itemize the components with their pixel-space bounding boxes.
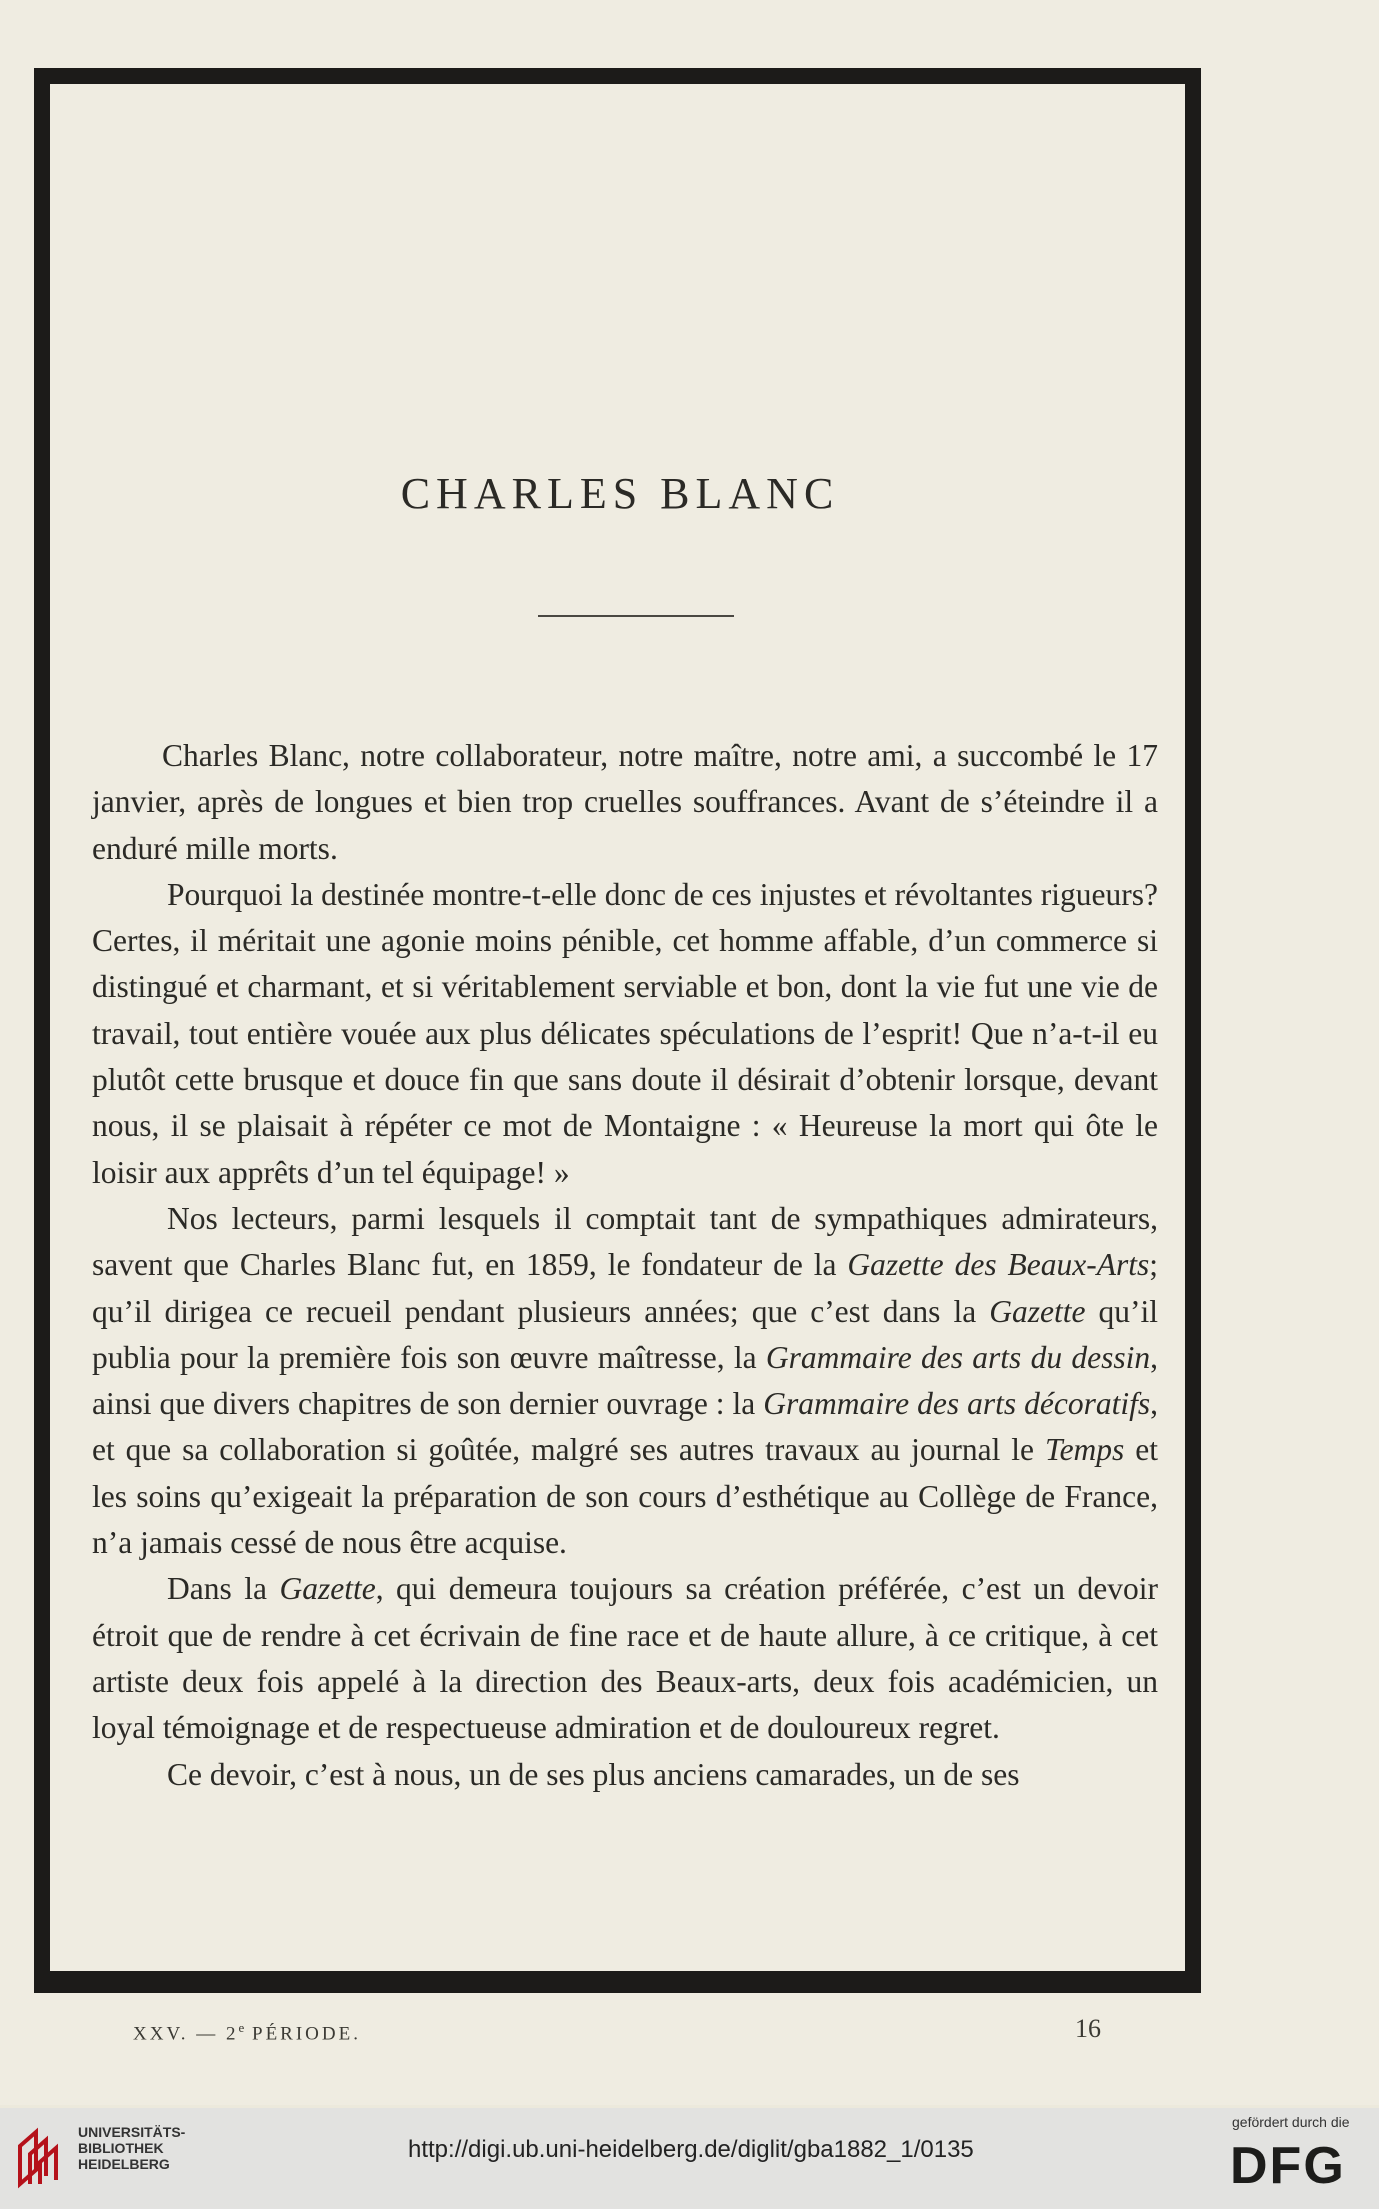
library-logo-icon[interactable] bbox=[14, 2120, 66, 2190]
paragraph-1: Charles Blanc, notre collaborateur, notre maître, notre ami, a succombé le 17 janvier, après de longues et bien trop cruelles souffrances. Avant de s’éteindre il a enduré mille morts. bbox=[92, 738, 1158, 866]
permalink-url[interactable]: http://digi.ub.uni-heidelberg.de/diglit/gba1882_1/0135 bbox=[408, 2136, 974, 2163]
page-number: 16 bbox=[1075, 2014, 1101, 2043]
italic-title: Gazette des Beaux-Arts bbox=[847, 1247, 1150, 1283]
library-name[interactable]: UNIVERSITÄTS- BIBLIOTHEK HEIDELBERG bbox=[78, 2124, 186, 2172]
paragraph-5: Ce devoir, c’est à nous, un de ses plus anciens camarades, un de ses bbox=[167, 1756, 1020, 1792]
paragraph-3: Nos lecteurs, parmi lesquels il comptait tant de sympathiques admirateurs, savent que Charles Blanc fut, en 1859, le fondateur de la Gazette des Beaux-Arts; qu’il dirigea ce recueil pendant plusieurs années; que c’est dans la Gazette qu’il publia pour la première fois son œuvre maîtresse, la Grammaire des arts du dessin, ainsi que divers chapitres de son dernier ouvrage : la Grammaire des arts décoratifs, et que sa collaboration si goûtée, malgré ses autres travaux au journal le Temps et les soins qu’exigeait la préparation de son cours d’esthétique au Collège de France, n’a jamais cessé de nous être acquise. bbox=[92, 1200, 1158, 1561]
italic-title: Gazette bbox=[989, 1293, 1086, 1329]
italic-title: Grammaire des arts décoratifs bbox=[763, 1386, 1151, 1422]
title-rule bbox=[538, 615, 734, 617]
italic-title: Grammaire des arts du dessin bbox=[765, 1339, 1151, 1375]
page-footer-volume: XXV. — 2e PÉRIODE. bbox=[133, 2020, 361, 2045]
article-title: CHARLES BLANC bbox=[400, 469, 840, 518]
funding-label: gefördert durch die bbox=[1232, 2114, 1350, 2130]
paragraph-2: Pourquoi la destinée montre-t-elle donc de ces injustes et révoltantes rigueurs? Certes, il méritait une agonie moins pénible, cet homme affable, d’un commerce si distingué et charmant, et si véritablement serviable et bon, dont la vie fut une vie de travail, tout entière vouée aux plus délicates spéculations de l’esprit! Que n’a-t-il eu plutôt cette brusque et douce fin que sans doute il désirait d’obtenir lorsque, devant nous, il se plaisait à répéter ce mot de Montaigne : « Heureuse la mort qui ôte le loisir aux apprêts d’un tel équipage! » bbox=[92, 876, 1158, 1190]
article-body bbox=[92, 733, 1158, 1798]
italic-title: Temps bbox=[1044, 1432, 1125, 1468]
dfg-logo[interactable]: DFG bbox=[1230, 2137, 1346, 2195]
paragraph-4: Dans la Gazette, qui demeura toujours sa création préférée, c’est un devoir étroit que de rendre à cet écrivain de fine race et de haute allure, à ce critique, à cet artiste deux fois appelé à la direction des Beaux-arts, deux fois académicien, un loyal témoignage et de respectueuse admiration et de douloureux regret. bbox=[92, 1571, 1158, 1746]
italic-title: Gazette bbox=[279, 1571, 376, 1607]
